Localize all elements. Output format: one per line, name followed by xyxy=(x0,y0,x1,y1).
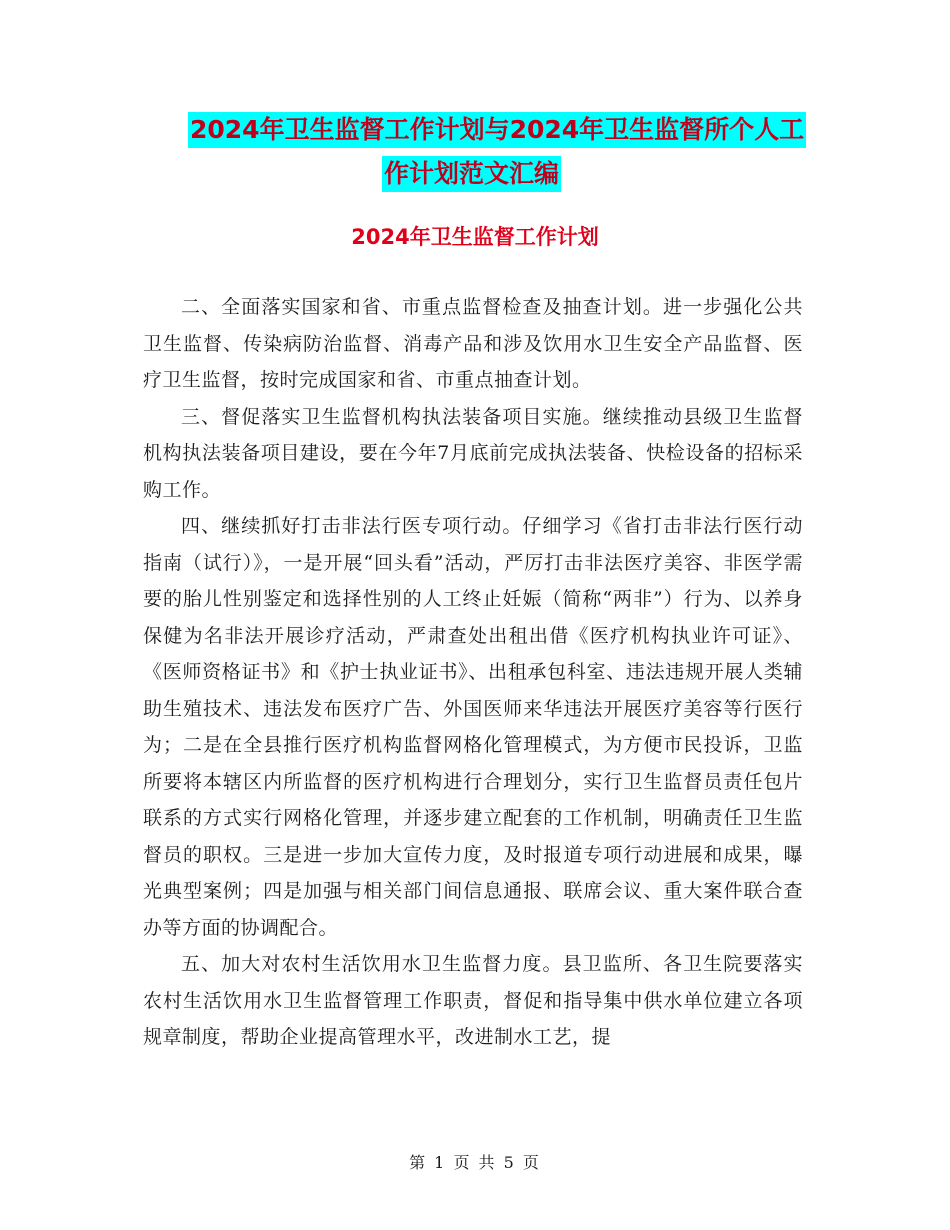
section-title: 2024年卫生监督工作计划 xyxy=(351,225,599,249)
paragraph-2: 二、全面落实国家和省、市重点监督检查及抽查计划。进一步强化公共卫生监督、传染病防治监督、消毒产品和涉及饮用水卫生安全产品监督、医疗卫生监督，按时完成国家和省、市重点抽查计划。 xyxy=(143,296,803,391)
paragraph-3: 三、督促落实卫生监督机构执法装备项目实施。继续推动县级卫生监督机构执法装备项目建设，要在今年7月底前完成执法装备、快检设备的招标采购工作。 xyxy=(143,405,803,501)
page-footer: 第 1 页 共 5 页 xyxy=(409,1153,541,1172)
body-text xyxy=(143,289,803,1056)
title-line-2: 作计划范文汇编 xyxy=(382,156,561,192)
title-line-1: 2024年卫生监督工作计划与2024年卫生监督所个人工 xyxy=(188,112,806,148)
paragraph-4: 四、继续抓好打击非法行医专项行动。仔细学习《省打击非法行医行动指南（试行）》，一是开展“回头看”活动，严厉打击非法医疗美容、非医学需要的胎儿性别鉴定和选择性别的人工终止妊娠（简称“两非”）行为、以养身保健为名非法开展诊疗活动，严肃查处出租出借《医疗机构执业许可证》、《医师资格证书》和《护士执业证书》、出租承包科室、违法违规开展人类辅助生殖技术、违法发布医疗广告、外国医师来华违法开展医疗美容等行医行为；二是在全县推行医疗机构监督网格化管理模式，为方便市民投诉，卫监所要将本辖区内所监督的医疗机构进行合理划分，实行卫生监督员责任包片联系的方式实行网格化管理，并逐步建立配套的工作机制，明确责任卫生监督员的职权。三是进一步加大宣传力度，及时报道专项行动进展和成果，曝光典型案例；四是加强与相关部门间信息通报、联席会议、重大案件联合查办等方面的协调配合。 xyxy=(143,515,803,939)
paragraph-5: 五、加大对农村生活饮用水卫生监督力度。县卫监所、各卫生院要落实农村生活饮用水卫生监督管理工作职责，督促和指导集中供水单位建立各项规章制度，帮助企业提高管理水平，改进制水工艺，提 xyxy=(143,953,803,1048)
